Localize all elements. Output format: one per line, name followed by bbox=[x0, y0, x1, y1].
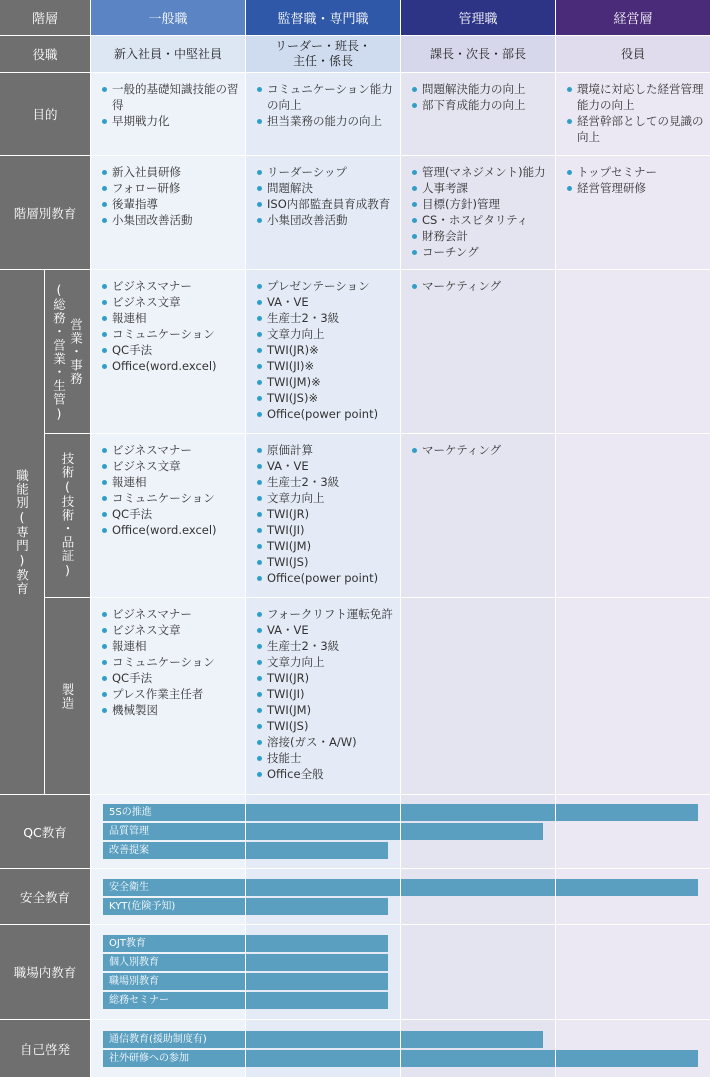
mokuteki-list bbox=[256, 81, 396, 129]
bar-item: 総務セミナー bbox=[103, 992, 388, 1009]
kaisobetsu-list bbox=[566, 164, 706, 196]
row-label-yakushoku: 役職 bbox=[0, 36, 90, 72]
list-item: 問題解決能力の向上 bbox=[411, 81, 551, 97]
kaisobetsu-cell-1 bbox=[246, 156, 400, 269]
list-item: 一般的基礎知識技能の習得 bbox=[101, 81, 241, 113]
list-item: Office(power point) bbox=[256, 570, 396, 586]
bar-item: 品質管理 bbox=[103, 823, 543, 840]
label-separator bbox=[90, 0, 91, 1077]
bar-item: 通信教育(援助制度有) bbox=[103, 1031, 543, 1048]
list-item: 後輩指導 bbox=[101, 196, 241, 212]
header-level-3: 経営層 bbox=[556, 0, 710, 35]
role-cell-3: 役員 bbox=[556, 36, 710, 72]
list-item: VA・VE bbox=[256, 622, 396, 638]
kaisobetsu-cell-0 bbox=[91, 156, 245, 269]
list-item: ビジネスマナー bbox=[101, 606, 241, 622]
shokunou-list bbox=[256, 278, 396, 422]
list-item: 新入社員研修 bbox=[101, 164, 241, 180]
label-row-separator bbox=[44, 597, 91, 598]
list-item: ビジネスマナー bbox=[101, 442, 241, 458]
bar-item: OJT教育 bbox=[103, 935, 388, 952]
list-item: VA・VE bbox=[256, 294, 396, 310]
list-item: フォロー研修 bbox=[101, 180, 241, 196]
row-label-shokunou bbox=[0, 270, 44, 794]
label-row-separator bbox=[0, 155, 91, 156]
mokuteki-cell-1 bbox=[246, 73, 400, 155]
list-item: 経営幹部としての見識の向上 bbox=[566, 113, 706, 145]
shokunou-label-text: 職能別(専門)教育 bbox=[14, 468, 30, 596]
list-item: CS・ホスピタリティ bbox=[411, 212, 551, 228]
list-item: コミュニケーション能力の向上 bbox=[256, 81, 396, 113]
list-item: 環境に対応した経営管理能力の向上 bbox=[566, 81, 706, 113]
label-row-separator bbox=[0, 72, 91, 73]
bar-item: 5Sの推進 bbox=[103, 804, 698, 821]
shokunou-0-cell-3 bbox=[556, 270, 710, 433]
column-separator bbox=[555, 0, 556, 1077]
mokuteki-cell-3 bbox=[556, 73, 710, 155]
list-item: 技能士 bbox=[256, 750, 396, 766]
label-row-separator bbox=[0, 794, 91, 795]
list-item: ISO内部監査員育成教育 bbox=[256, 196, 396, 212]
header-level-1: 監督職・専門職 bbox=[246, 0, 400, 35]
list-item: 報連相 bbox=[101, 638, 241, 654]
label-row-separator bbox=[0, 868, 91, 869]
list-item: マーケティング bbox=[411, 278, 551, 294]
bar-item: 改善提案 bbox=[103, 842, 388, 859]
role-cell-2: 課長・次長・部長 bbox=[401, 36, 555, 72]
shokunou-0-cell-0 bbox=[91, 270, 245, 433]
list-item: 文章力向上 bbox=[256, 654, 396, 670]
list-item: Office全般 bbox=[256, 766, 396, 782]
row-label-bar-3: 自己啓発 bbox=[0, 1020, 90, 1077]
shokunou-1-cell-2 bbox=[401, 434, 555, 597]
role-cell-0: 新入社員・中堅社員 bbox=[91, 36, 245, 72]
list-item: Office(power point) bbox=[256, 406, 396, 422]
bar-item: 安全衛生 bbox=[103, 879, 698, 896]
list-item: フォークリフト運転免許 bbox=[256, 606, 396, 622]
list-item: プレゼンテーション bbox=[256, 278, 396, 294]
label-row-separator bbox=[0, 269, 91, 270]
header-level-2: 管理職 bbox=[401, 0, 555, 35]
label-row-separator bbox=[0, 1019, 91, 1020]
list-item: TWI(JS)※ bbox=[256, 390, 396, 406]
list-item: QC手法 bbox=[101, 670, 241, 686]
row-label-bar-0: QC教育 bbox=[0, 795, 90, 868]
list-item: コミュニケーション bbox=[101, 326, 241, 342]
list-item: ビジネスマナー bbox=[101, 278, 241, 294]
shokunou-group-label-text: 製造 bbox=[60, 682, 75, 710]
list-item: 報連相 bbox=[101, 310, 241, 326]
list-item: QC手法 bbox=[101, 506, 241, 522]
list-item: 文章力向上 bbox=[256, 490, 396, 506]
shokunou-list bbox=[411, 278, 551, 294]
shokunou-2-cell-3 bbox=[556, 598, 710, 794]
list-item: 部下育成能力の向上 bbox=[411, 97, 551, 113]
bar-item: 職場別教育 bbox=[103, 973, 388, 990]
list-item: TWI(JM) bbox=[256, 702, 396, 718]
mokuteki-cell-2 bbox=[401, 73, 555, 155]
row-label-bar-2: 職場内教育 bbox=[0, 925, 90, 1019]
shokunou-1-cell-3 bbox=[556, 434, 710, 597]
role-cell-1: リーダー・班長・ 主任・係長 bbox=[246, 36, 400, 72]
list-item: 溶接(ガス・A/W) bbox=[256, 734, 396, 750]
list-item: TWI(JR) bbox=[256, 670, 396, 686]
mokuteki-list bbox=[566, 81, 706, 145]
row-label-mokuteki: 目的 bbox=[0, 73, 90, 155]
mokuteki-list bbox=[411, 81, 551, 113]
column-separator bbox=[400, 0, 401, 1077]
list-item: TWI(JM) bbox=[256, 538, 396, 554]
shokunou-list bbox=[101, 278, 241, 374]
list-item: 文章力向上 bbox=[256, 326, 396, 342]
kaisobetsu-list bbox=[411, 164, 551, 260]
shokunou-2-cell-2 bbox=[401, 598, 555, 794]
list-item: QC手法 bbox=[101, 342, 241, 358]
shokunou-2-cell-0 bbox=[91, 598, 245, 794]
list-item: 早期戦力化 bbox=[101, 113, 241, 129]
list-item: 生産士2・3級 bbox=[256, 638, 396, 654]
row-label-kaisobetsu: 階層別教育 bbox=[0, 156, 90, 269]
list-item: 原価計算 bbox=[256, 442, 396, 458]
list-item: Office(word.excel) bbox=[101, 358, 241, 374]
list-item: ビジネス文章 bbox=[101, 458, 241, 474]
list-item: マーケティング bbox=[411, 442, 551, 458]
bar-item: 社外研修への参加 bbox=[103, 1050, 698, 1067]
shokunou-group-label-text: 営業・事務 bbox=[68, 317, 84, 386]
shokunou-0-cell-2 bbox=[401, 270, 555, 433]
kaisobetsu-cell-2 bbox=[401, 156, 555, 269]
list-item: 目標(方針)管理 bbox=[411, 196, 551, 212]
list-item: ビジネス文章 bbox=[101, 294, 241, 310]
list-item: TWI(JI) bbox=[256, 522, 396, 538]
shokunou-group-label-0 bbox=[45, 270, 90, 433]
list-item: 機械製図 bbox=[101, 702, 241, 718]
shokunou-group-label-text: 技術(技術・品証) bbox=[60, 452, 75, 579]
list-item: 人事考課 bbox=[411, 180, 551, 196]
list-item: Office(word.excel) bbox=[101, 522, 241, 538]
mokuteki-list bbox=[101, 81, 241, 129]
shokunou-list bbox=[256, 442, 396, 586]
bar-item: 個人別教育 bbox=[103, 954, 388, 971]
list-item: 担当業務の能力の向上 bbox=[256, 113, 396, 129]
mokuteki-cell-0 bbox=[91, 73, 245, 155]
list-item: TWI(JS) bbox=[256, 554, 396, 570]
list-item: ビジネス文章 bbox=[101, 622, 241, 638]
kaisobetsu-list bbox=[256, 164, 396, 228]
list-item: 報連相 bbox=[101, 474, 241, 490]
list-item: TWI(JS) bbox=[256, 718, 396, 734]
list-item: トップセミナー bbox=[566, 164, 706, 180]
shokunou-group-label-1 bbox=[45, 434, 90, 597]
shokunou-group-label-2 bbox=[45, 598, 90, 794]
label-row-separator bbox=[0, 924, 91, 925]
list-item: VA・VE bbox=[256, 458, 396, 474]
kaisobetsu-cell-3 bbox=[556, 156, 710, 269]
kaisobetsu-list bbox=[101, 164, 241, 228]
list-item: プレス作業主任者 bbox=[101, 686, 241, 702]
row-label-bar-1: 安全教育 bbox=[0, 869, 90, 924]
list-item: リーダーシップ bbox=[256, 164, 396, 180]
header-level-0: 一般職 bbox=[91, 0, 245, 35]
list-item: 財務会計 bbox=[411, 228, 551, 244]
list-item: TWI(JR)※ bbox=[256, 342, 396, 358]
list-item: 小集団改善活動 bbox=[256, 212, 396, 228]
shokunou-group-label-text: (総務・営業・生管) bbox=[51, 281, 67, 422]
list-item: 問題解決 bbox=[256, 180, 396, 196]
list-item: コーチング bbox=[411, 244, 551, 260]
list-item: TWI(JR) bbox=[256, 506, 396, 522]
list-item: 小集団改善活動 bbox=[101, 212, 241, 228]
label-row-separator bbox=[44, 433, 91, 434]
shokunou-list bbox=[101, 606, 241, 718]
column-separator bbox=[245, 0, 246, 1077]
list-item: TWI(JI)※ bbox=[256, 358, 396, 374]
list-item: 経営管理研修 bbox=[566, 180, 706, 196]
label-separator bbox=[44, 270, 45, 794]
shokunou-list bbox=[101, 442, 241, 538]
list-item: 管理(マネジメント)能力 bbox=[411, 164, 551, 180]
list-item: コミュニケーション bbox=[101, 490, 241, 506]
shokunou-2-cell-1 bbox=[246, 598, 400, 794]
shokunou-0-cell-1 bbox=[246, 270, 400, 433]
shokunou-list bbox=[411, 442, 551, 458]
list-item: TWI(JM)※ bbox=[256, 374, 396, 390]
shokunou-list bbox=[256, 606, 396, 782]
bar-item: KYT(危険予知) bbox=[103, 898, 388, 915]
list-item: 生産士2・3級 bbox=[256, 474, 396, 490]
shokunou-1-cell-0 bbox=[91, 434, 245, 597]
shokunou-1-cell-1 bbox=[246, 434, 400, 597]
list-item: TWI(JI) bbox=[256, 686, 396, 702]
label-row-separator bbox=[0, 35, 91, 36]
list-item: 生産士2・3級 bbox=[256, 310, 396, 326]
list-item: コミュニケーション bbox=[101, 654, 241, 670]
header-kaiso: 階層 bbox=[0, 0, 90, 35]
